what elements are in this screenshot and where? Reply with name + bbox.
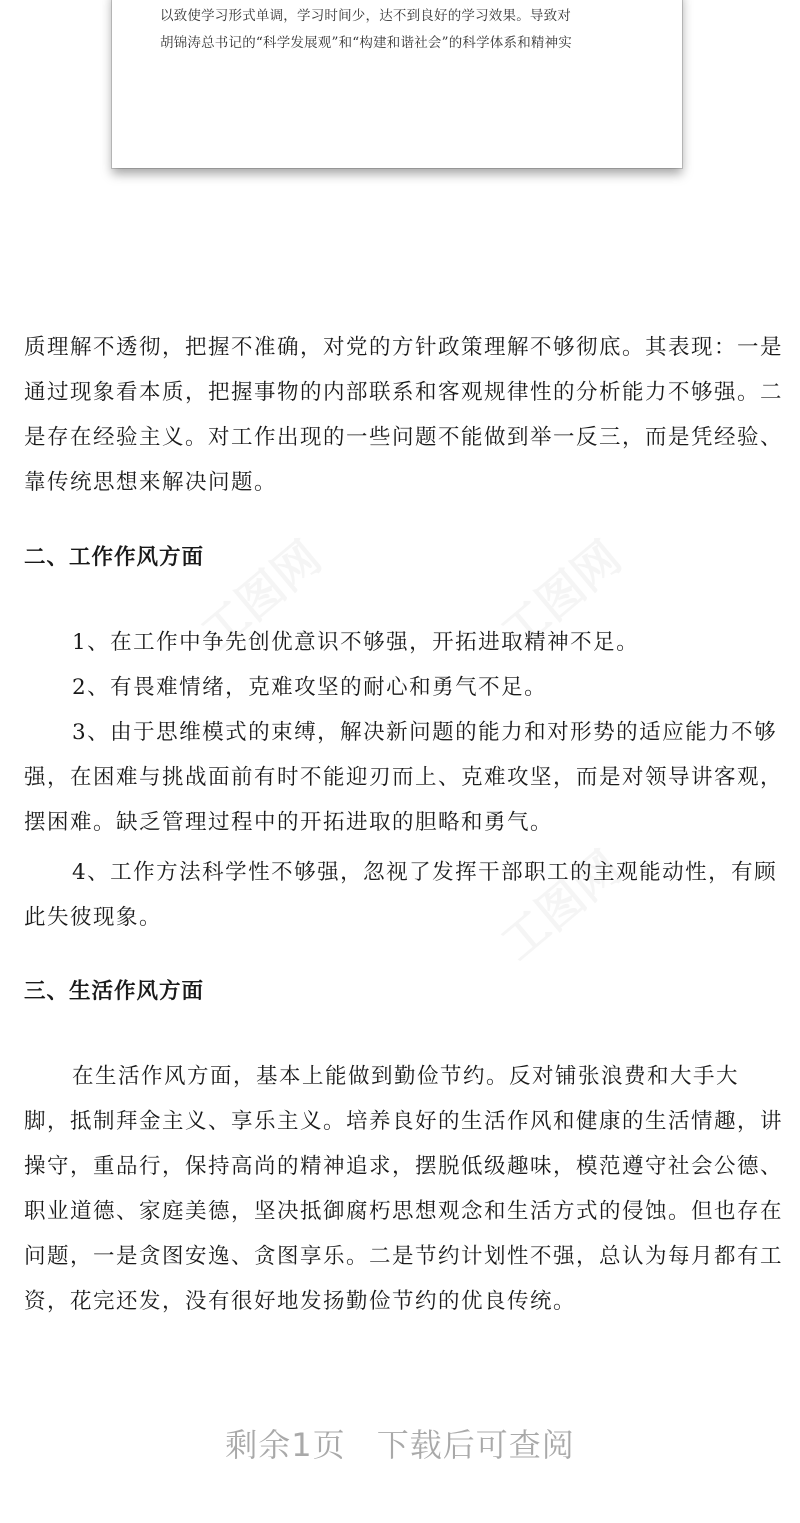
- list-item: 2、有畏难情绪，克难攻坚的耐心和勇气不足。: [72, 675, 548, 700]
- preview-line-1: 以致使学习形式单调，学习时间少，达不到良好的学习效果。导致对: [160, 8, 571, 24]
- section-heading-life-style: 三、生活作风方面: [24, 979, 205, 1004]
- intro-paragraph: 质理解不透彻，把握不准确，对党的方针政策理解不够彻底。其表现：一是通过现象看本质，把握事物的内部联系和客观规律性的分析能力不够强。二是存在经验主义。对工作出现的一些问题不能做到举一反三，而是凭经验、靠传统思想来解决问题。: [24, 335, 784, 495]
- watermark: 工图网: [490, 530, 632, 661]
- list-item: 1、在工作中争先创优意识不够强，开拓进取精神不足。: [72, 630, 640, 655]
- list-item: 4、工作方法科学性不够强，忽视了发挥干部职工的主观能动性，有顾此失彼现象。: [24, 860, 778, 930]
- life-style-paragraph: 在生活作风方面，基本上能做到勤俭节约。反对铺张浪费和大手大脚，抵制拜金主义、享乐主义。培养良好的生活作风和健康的生活情趣，讲操守，重品行，保持高尚的精神追求，摆脱低级趣味，模范遵守社会公德、职业道德、家庭美德，坚决抵御腐朽思想观念和生活方式的侵蚀。但也存在问题，一是贪图安逸、贪图享乐。二是节约计划性不强，总认为每月都有工资，花完还发，没有很好地发扬勤俭节约的优良传统。: [24, 1064, 784, 1314]
- section-heading-work-style: 二、工作作风方面: [24, 545, 205, 570]
- list-item: 3、由于思维模式的束缚，解决新问题的能力和对形势的适应能力不够强，在困难与挑战面前有时不能迎刃而上、克难攻坚，而是对领导讲客观，摆困难。缺乏管理过程中的开拓进取的胆略和勇气。: [24, 720, 784, 835]
- watermark: 工图网: [490, 840, 632, 971]
- document-preview-card: [112, 0, 682, 168]
- watermark: 工图网: [190, 530, 332, 661]
- remaining-pages-banner[interactable]: 剩余1页 下载后可查阅: [225, 1426, 575, 1464]
- preview-line-2: 胡锦涛总书记的“科学发展观”和“构建和谐社会”的科学体系和精神实: [160, 35, 573, 51]
